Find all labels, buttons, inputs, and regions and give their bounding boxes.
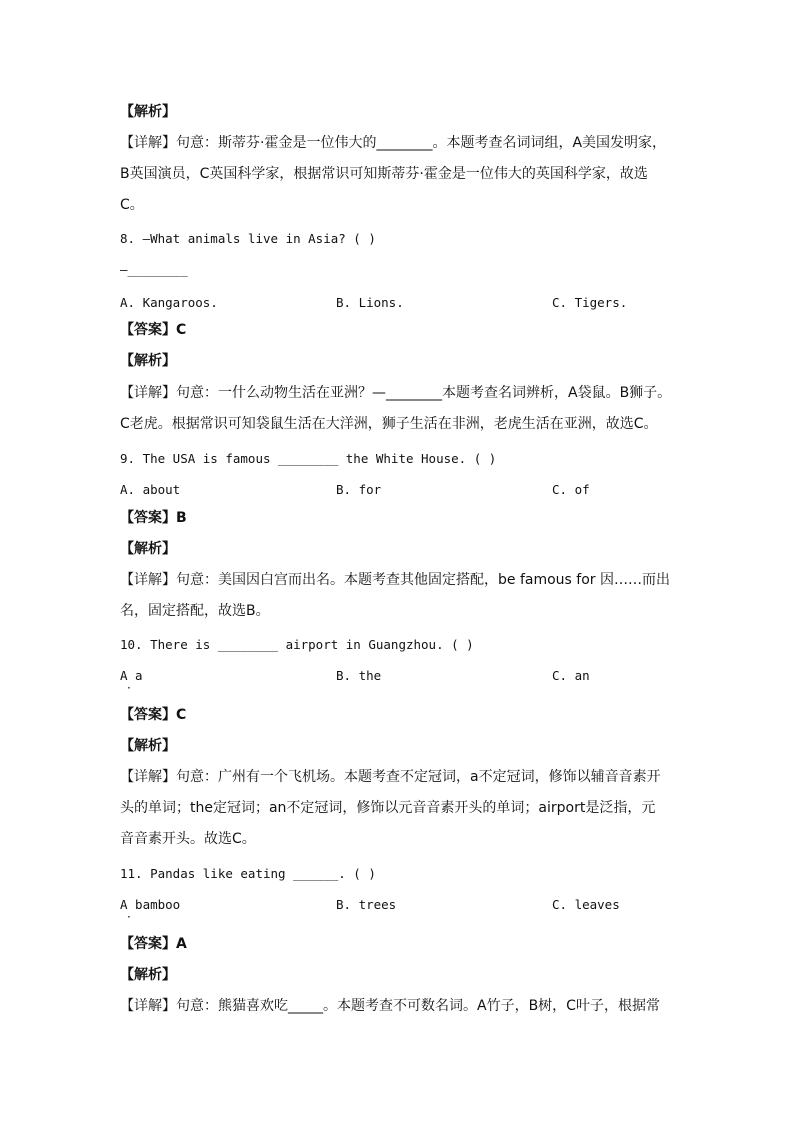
- option-c: C. of: [552, 482, 590, 497]
- option-c: C. an: [552, 668, 590, 683]
- answer-heading: 【答案】B: [120, 510, 187, 526]
- option-b: B. trees: [336, 897, 397, 912]
- explanation-line: 【详解】句意：广州有一个飞机场。本题考查不定冠词，a不定冠词，修饰以辅音音素开: [120, 769, 661, 785]
- answer-heading: 【答案】C: [120, 707, 187, 723]
- option-b: B. Lions.: [336, 295, 404, 310]
- explanation-line: 【详解】句意：熊猫喜欢吃_____。本题考查不可数名词。A竹子，B树，C叶子，根据常: [120, 998, 660, 1014]
- analysis-heading: 【解析】: [120, 738, 176, 754]
- explanation-line: 【详解】句意：一什么动物生活在亚洲？—________本题考查名词辨析，A袋鼠。B狮子。: [120, 385, 672, 401]
- question-8-blank: —________: [120, 262, 188, 277]
- option-a: A. about: [120, 482, 181, 497]
- explanation-line: 【详解】句意：斯蒂芬·霍金是一位伟大的________。本题考查名词词组，A美国发明家，: [120, 135, 667, 151]
- explanation-line: 音音素开头。故选C。: [120, 831, 256, 847]
- option-marker-dot: ·: [127, 910, 131, 924]
- answer-heading: 【答案】A: [120, 936, 187, 952]
- option-b: B. for: [336, 482, 382, 497]
- explanation-line: 头的单词；the定冠词；an不定冠词，修饰以元音音素开头的单词；airport是泛指，元: [120, 800, 656, 816]
- question-10: 10. There is ________ airport in Guangzhou. ( ): [120, 637, 474, 652]
- question-11: 11. Pandas like eating ______. ( ): [120, 866, 376, 881]
- option-a: A a: [120, 668, 143, 683]
- option-b: B. the: [336, 668, 382, 683]
- explanation-line: B英国演员，C英国科学家，根据常识可知斯蒂芬·霍金是一位伟大的英国科学家，故选: [120, 166, 648, 182]
- option-c: C. leaves: [552, 897, 620, 912]
- explanation-line: 名，固定搭配，故选B。: [120, 603, 270, 619]
- option-a: A. Kangaroos.: [120, 295, 218, 310]
- analysis-heading: 【解析】: [120, 353, 176, 369]
- option-marker-dot: ·: [127, 681, 131, 695]
- question-8: 8. —What animals live in Asia? ( ): [120, 231, 376, 246]
- explanation-line: C。: [120, 197, 144, 213]
- analysis-heading: 【解析】: [120, 967, 176, 983]
- explanation-line: C老虎。根据常识可知袋鼠生活在大洋洲，狮子生活在非洲，老虎生活在亚洲，故选C。: [120, 416, 658, 432]
- analysis-heading: 【解析】: [120, 541, 176, 557]
- option-c: C. Tigers.: [552, 295, 628, 310]
- analysis-heading: 【解析】: [120, 104, 176, 120]
- option-a: A bamboo: [120, 897, 181, 912]
- explanation-line: 【详解】句意：美国因白宫而出名。本题考查其他固定搭配，be famous for 因……而出: [120, 572, 670, 588]
- answer-heading: 【答案】C: [120, 322, 187, 338]
- question-9: 9. The USA is famous ________ the White House. ( ): [120, 451, 497, 466]
